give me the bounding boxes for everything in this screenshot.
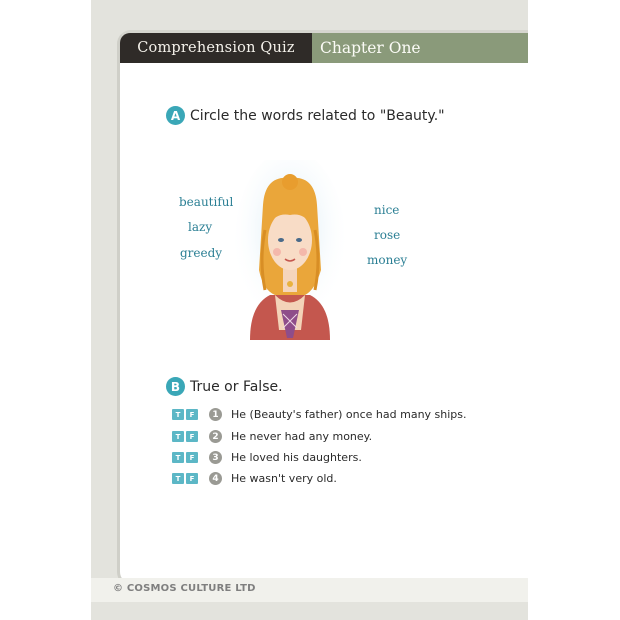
- item-number: 3: [209, 451, 222, 464]
- copyright-notice: © COSMOS CULTURE LTD: [113, 583, 256, 594]
- word-greedy[interactable]: greedy: [180, 246, 223, 260]
- section-a-heading: [166, 106, 445, 125]
- item-statement: He (Beauty's father) once had many ships.: [231, 408, 467, 421]
- left-eye: [278, 238, 284, 242]
- right-eye: [296, 238, 302, 242]
- neck: [283, 268, 297, 292]
- section-b-instruction: True or False.: [190, 378, 283, 395]
- section-b-badge: B: [166, 377, 185, 396]
- tf-item-2: [172, 430, 372, 443]
- chapter-title: Chapter One: [312, 33, 528, 63]
- true-box[interactable]: T: [172, 409, 184, 420]
- word-nice[interactable]: nice: [374, 203, 400, 217]
- item-number: 1: [209, 408, 222, 421]
- right-cheek: [299, 248, 307, 256]
- false-box[interactable]: F: [186, 409, 198, 420]
- item-statement: He loved his daughters.: [231, 451, 362, 464]
- tf-item-1: [172, 408, 467, 421]
- word-money[interactable]: money: [367, 253, 408, 267]
- section-a-instruction: Circle the words related to "Beauty.": [190, 107, 445, 124]
- word-rose[interactable]: rose: [374, 228, 401, 242]
- left-cheek: [273, 248, 281, 256]
- hair-bun: [282, 174, 298, 190]
- false-box[interactable]: F: [186, 431, 198, 442]
- false-box[interactable]: F: [186, 473, 198, 484]
- beauty-illustration: [235, 160, 345, 340]
- word-beautiful[interactable]: beautiful: [179, 195, 234, 209]
- necklace-pendant: [287, 281, 293, 287]
- false-box[interactable]: F: [186, 452, 198, 463]
- section-a-badge: A: [166, 106, 185, 125]
- item-statement: He wasn't very old.: [231, 472, 337, 485]
- tf-item-3: [172, 451, 362, 464]
- tf-item-4: [172, 472, 337, 485]
- section-b-heading: [166, 377, 283, 396]
- item-number: 2: [209, 430, 222, 443]
- item-statement: He never had any money.: [231, 430, 373, 443]
- true-box[interactable]: T: [172, 431, 184, 442]
- word-lazy[interactable]: lazy: [188, 220, 213, 234]
- quiz-title: Comprehension Quiz: [120, 33, 312, 63]
- item-number: 4: [209, 472, 222, 485]
- true-box[interactable]: T: [172, 452, 184, 463]
- header-bar: [120, 33, 528, 63]
- true-box[interactable]: T: [172, 473, 184, 484]
